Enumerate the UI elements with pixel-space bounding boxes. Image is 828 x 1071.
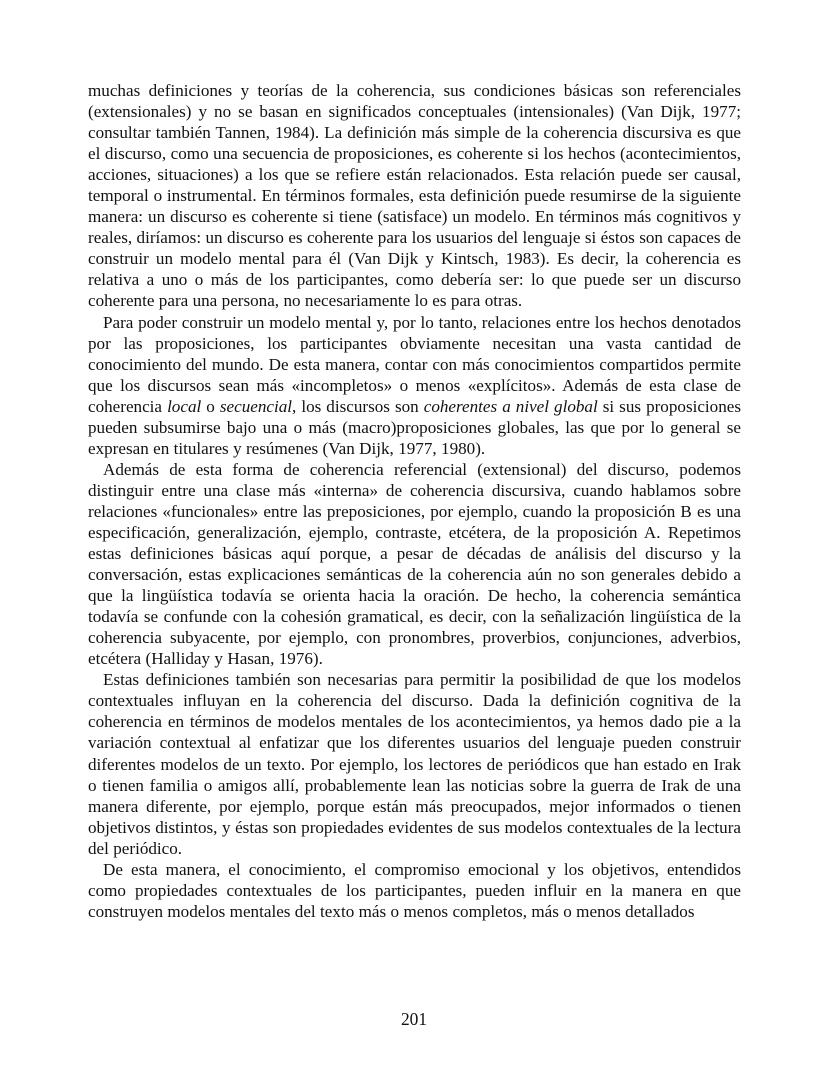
body-paragraph: [88, 669, 741, 858]
text-run: o: [201, 396, 220, 416]
body-text-block: [88, 80, 741, 922]
body-paragraph: [88, 859, 741, 922]
text-run: Estas definiciones también son necesarias para permitir la posibilidad de que los modelos contextuales influyan en la coherencia del discurso. Dada la definición cognitiva de la coherencia en términos de modelos mentales de los acontecimientos, ya hemos dado pie a la variación contextual al enfatizar que los diferentes usuarios del lenguaje pueden construir diferentes modelos de un texto. Por ejemplo, los lectores de periódicos que han estado en Irak o tienen familia o amigos allí, probablemente lean las noticias sobre la guerra de Irak de una manera diferente, por ejemplo, porque están más preocupados, mejor informados o tienen objetivos distintos, y éstas son propiedades evidentes de sus modelos contextuales de la lectura del periódico.: [88, 670, 741, 858]
text-run: Además de esta forma de coherencia referencial (extensional) del discurso, podemos distinguir entre una clase más «interna» de coherencia discursiva, cuando hablamos sobre relaciones «funcionales» entre las preposiciones, por ejemplo, cuando la proposición B es una especificación, generalización, ejemplo, contraste, etcétera, de la proposición A. Repetimos estas definiciones básicas aquí porque, a pesar de décadas de análisis del discurso y la conversación, estas explicaciones semánticas de la coherencia aún no son generales debido a que la lingüística todavía se orienta hacia la oración. De hecho, la coherencia semántica todavía se confunde con la cohesión gramatical, es decir, con la señalización lingüística de la coherencia subyacente, por ejemplo, con pronombres, proverbios, conjunciones, adverbios, etcétera (Halliday y Hasan, 1976).: [88, 459, 741, 669]
emphasis-text: coherentes a nivel global: [423, 396, 598, 416]
page-number: 201: [400, 1009, 428, 1029]
text-run: si sus proposiciones pueden subsumirse bajo una o más (macro)proposiciones globales, las que por lo general se expresan en titulares y resúmenes (Van Dijk, 1977, 1980).: [88, 396, 742, 458]
body-paragraph: [88, 312, 741, 459]
text-run: De esta manera, el conocimiento, el compromiso emocional y los objetivos, entendidos como propiedades contextuales de los participantes, pueden influir en la manera en que construyen modelos mentales del texto más o menos completos, más o menos detallados: [88, 859, 741, 921]
text-run: muchas definiciones y teorías de la coherencia, sus condiciones básicas son referenciales (extensionales) y no se basan en significados conceptuales (intensionales) (Van Dijk, 1977; consultar también Tannen, 1984). La definición más simple de la coherencia discursiva es que el discurso, como una secuencia de proposiciones, es coherente si los hechos (acontecimientos, acciones, situaciones) a los que se refiere están relacionados. Esta relación puede ser causal, temporal o instrumental. En términos formales, esta definición puede resumirse de la siguiente manera: un discurso es coherente si tiene (satisface) un modelo. En términos más cognitivos y reales, diríamos: un discurso es coherente para los usuarios del lenguaje si éstos son capaces de construir un modelo mental para él (Van Dijk y Kintsch, 1983). Es decir, la coherencia es relativa a uno o más de los participantes, como debería ser: lo que puede ser un discurso coherente para una persona, no necesariamente lo es para otras.: [88, 81, 741, 311]
body-paragraph: [88, 459, 741, 669]
text-run: , los discursos son: [292, 396, 424, 416]
emphasis-text: secuencial: [219, 396, 293, 416]
body-paragraph: [88, 80, 741, 312]
emphasis-text: local: [167, 396, 202, 416]
text-run: Para poder construir un modelo mental y, por lo tanto, relaciones entre los hechos denotados por las proposiciones, los participantes obviamente necesitan una vasta cantidad de conocimiento del mundo. De esta manera, contar con más conocimientos compartidos permite que los discursos sean más «incompletos» o menos «explícitos». Además de esta clase de coherencia: [88, 312, 741, 416]
